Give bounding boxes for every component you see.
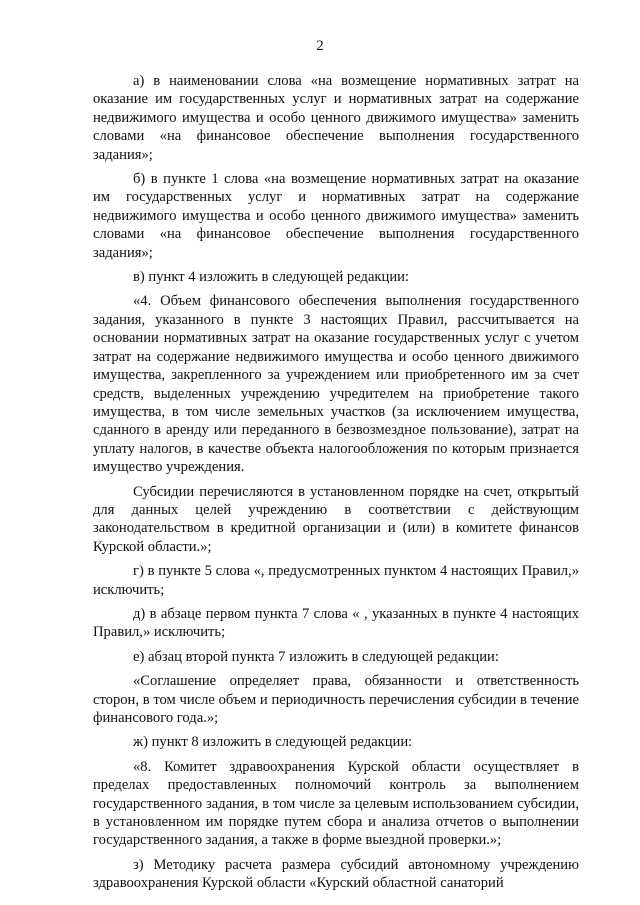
paragraph-b: б) в пункте 1 слова «на возмещение нормативных затрат на оказание им государственных услуг и нормативных затрат на содержание недвижимого имущества и особо ценного движимого имущества» заменить словами «на финансовое обеспечение выполнения государственного задания»;	[93, 171, 579, 261]
paragraph-e: е) абзац второй пункта 7 изложить в следующей редакции:	[133, 648, 499, 665]
paragraph-point-4: «4. Объем финансового обеспечения выполнения государственного задания, указанного в пункте 3 настоящих Правил, рассчитывается на основании нормативных затрат на оказание государственных услуг с учетом затрат на содержание недвижимого имущества и особо ценного движимого имущества, закрепленного за учреждением или приобретенного им за счет средств, выделенных учреждению учредителем на приобретение такого имущества, в том числе земельных участков (за исключением имущества, сданного в аренду или переданного в безвозмездное пользование), затрат на уплату налогов, в качестве объекта налогообложения по которым признается имущество учреждения.	[93, 293, 579, 476]
document-body	[93, 72, 579, 899]
paragraph-subsidies: Субсидии перечисляются в установленном порядке на счет, открытый для данных целей учреждению в соответствии с действующим законодательством в кредитной организации и (или) в комитете финансов Курской области.»;	[93, 483, 579, 555]
paragraph-agreement: «Соглашение определяет права, обязанности и ответственность сторон, в том числе объем и периодичность перечисления субсидии в течение финансового года.»;	[93, 673, 579, 726]
paragraph-point-8: «8. Комитет здравоохранения Курской области осуществляет в пределах предоставленных полномочий контроль за выполнением государственного задания, в том числе за целевым использованием субсидии, в установленном им порядке путем сбора и анализа отчетов о выполнении государственного задания, а также в форме выездной проверки.»;	[93, 758, 579, 849]
paragraph-d: д) в абзаце первом пункта 7 слова « , указанных в пункте 4 настоящих Правил,» исключить;	[93, 605, 579, 641]
paragraph-a: а) в наименовании слова «на возмещение нормативных затрат на оказание им государственных услуг и нормативных затрат на содержание недвижимого имущества и особо ценного движимого имущества» заменить словами «на финансовое обеспечение выполнения государственного задания»;	[93, 73, 579, 163]
page-number: 2	[316, 38, 324, 54]
paragraph-g: г) в пункте 5 слова «, предусмотренных пунктом 4 настоящих Правил,» исключить;	[93, 563, 579, 598]
paragraph-zh: ж) пункт 8 изложить в следующей редакции:	[133, 734, 413, 751]
paragraph-z: з) Методику расчета размера субсидий автономному учреждению здравоохранения Курской области «Курский областной санаторий	[93, 856, 579, 892]
paragraph-v: в) пункт 4 изложить в следующей редакции:	[133, 269, 409, 286]
